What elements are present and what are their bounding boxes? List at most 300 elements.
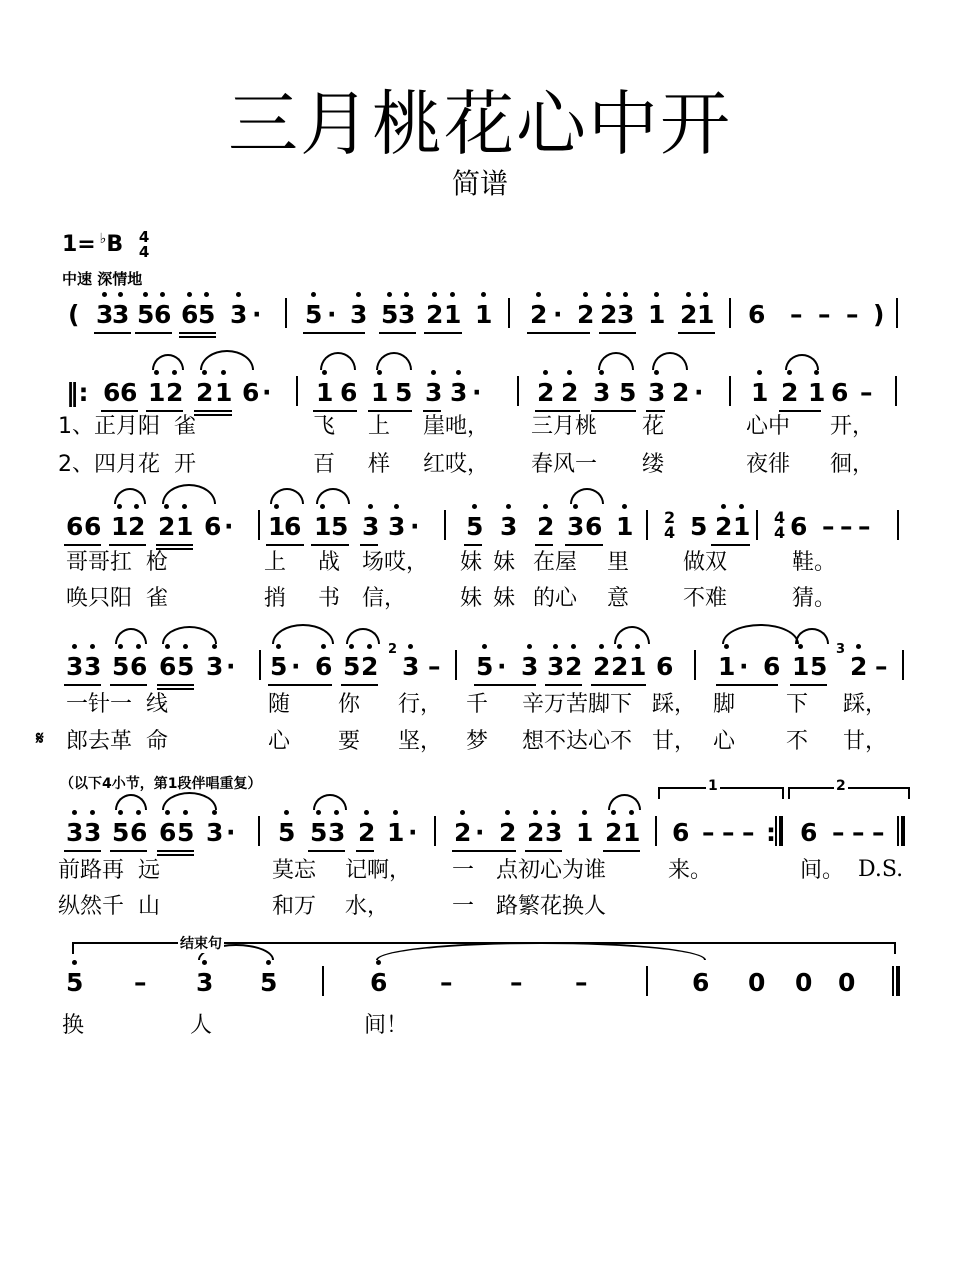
note-glyph: 1 bbox=[629, 652, 647, 681]
lyric-text: 红哎， bbox=[423, 452, 490, 477]
note bbox=[270, 652, 287, 682]
note bbox=[605, 818, 622, 848]
lyric-text: 间！ bbox=[364, 1013, 409, 1038]
note bbox=[475, 300, 492, 330]
barline bbox=[285, 298, 287, 328]
note bbox=[315, 652, 332, 682]
note-glyph: 5 bbox=[112, 818, 130, 847]
score-symbol bbox=[818, 300, 831, 330]
key-prefix: 1= bbox=[62, 232, 96, 257]
note-glyph: · bbox=[224, 512, 234, 541]
note-glyph: 6 bbox=[315, 652, 333, 681]
duration-underline bbox=[268, 684, 332, 686]
note-glyph: 3 bbox=[66, 818, 84, 847]
note-glyph: 3 bbox=[96, 300, 114, 329]
note bbox=[343, 652, 360, 682]
octave-up-dot bbox=[182, 504, 187, 509]
note-glyph: 3 bbox=[398, 300, 416, 329]
lyric-text: 纵然千 山 bbox=[58, 894, 160, 919]
octave-up-dot bbox=[276, 644, 281, 649]
lyric-text: 飞 bbox=[313, 414, 336, 439]
note bbox=[537, 378, 554, 408]
octave-up-dot bbox=[798, 644, 803, 649]
note-glyph: · bbox=[291, 652, 301, 681]
note-glyph: 6 bbox=[66, 512, 84, 541]
note bbox=[444, 300, 461, 330]
note bbox=[215, 378, 232, 408]
note-glyph: 3 bbox=[196, 968, 214, 997]
barline bbox=[322, 966, 324, 996]
note bbox=[593, 378, 610, 408]
duration-underline bbox=[591, 410, 636, 412]
note-glyph: 1 bbox=[751, 378, 769, 407]
note bbox=[112, 818, 129, 848]
lyric-text: 开， bbox=[830, 414, 875, 439]
slur-arc bbox=[313, 794, 347, 810]
note bbox=[103, 378, 120, 408]
note-glyph: 2 bbox=[426, 300, 444, 329]
octave-up-dot bbox=[154, 370, 159, 375]
note-glyph: 3 bbox=[328, 818, 346, 847]
slur-arc bbox=[785, 354, 819, 370]
octave-up-dot bbox=[623, 292, 628, 297]
score-symbol bbox=[440, 968, 453, 998]
lyric-text: 妹 bbox=[460, 550, 483, 575]
lyric-text: 踩， bbox=[843, 692, 888, 717]
time-signature-change: 2 4 bbox=[664, 508, 676, 542]
key-signature bbox=[62, 230, 149, 260]
lyric-text: 样 bbox=[368, 452, 391, 477]
lyric-text: 场哎， bbox=[362, 550, 429, 575]
score-symbol bbox=[226, 652, 236, 682]
note-glyph: 5 bbox=[177, 818, 195, 847]
note-glyph: 3 bbox=[500, 512, 518, 541]
slur-arc bbox=[608, 794, 641, 810]
octave-up-dot bbox=[456, 370, 461, 375]
lyric-text: 春风一 bbox=[531, 452, 598, 477]
duration-underline bbox=[423, 410, 441, 412]
note bbox=[84, 512, 101, 542]
note-glyph: 6 bbox=[692, 968, 710, 997]
duration-underline bbox=[599, 332, 636, 334]
lyric-text: 记啊， bbox=[345, 858, 412, 883]
duration-underline bbox=[64, 850, 101, 852]
note bbox=[616, 512, 633, 542]
lyric-text: 不难 bbox=[683, 586, 728, 611]
note-glyph: 2 bbox=[166, 378, 184, 407]
note-glyph: 5 bbox=[66, 968, 84, 997]
note-glyph: · bbox=[408, 818, 418, 847]
note-glyph: 6 bbox=[84, 512, 102, 541]
score-symbol bbox=[790, 300, 803, 330]
note-glyph: 1 bbox=[475, 300, 493, 329]
time-top: 4 bbox=[138, 228, 150, 246]
note bbox=[242, 378, 259, 408]
note-glyph: 2 bbox=[196, 378, 214, 407]
note-glyph: – bbox=[852, 818, 865, 847]
barline bbox=[729, 376, 731, 406]
note bbox=[328, 818, 345, 848]
note-glyph: 6 bbox=[370, 968, 388, 997]
note-glyph: 0 bbox=[748, 968, 766, 997]
note bbox=[715, 512, 732, 542]
note bbox=[648, 378, 665, 408]
note-glyph: 1 bbox=[808, 378, 826, 407]
note bbox=[206, 818, 223, 848]
octave-up-dot bbox=[481, 292, 486, 297]
barline bbox=[296, 376, 298, 406]
note-glyph: – bbox=[575, 968, 588, 997]
score-symbol bbox=[291, 652, 301, 682]
note bbox=[177, 818, 194, 848]
note-glyph: 3 bbox=[84, 818, 102, 847]
note bbox=[398, 300, 415, 330]
duration-underline bbox=[157, 854, 194, 856]
note-glyph: 6 bbox=[800, 818, 818, 847]
note bbox=[751, 378, 768, 408]
slur-arc bbox=[162, 484, 216, 504]
slur-arc bbox=[652, 352, 688, 370]
lyric-text: 路繁花换人 bbox=[496, 894, 607, 919]
note bbox=[763, 652, 780, 682]
slur-arc bbox=[346, 628, 380, 644]
lyric-text: 的心 bbox=[533, 586, 578, 611]
octave-up-dot bbox=[90, 644, 95, 649]
note-glyph: 2 bbox=[358, 818, 376, 847]
note-glyph: 6 bbox=[242, 378, 260, 407]
note bbox=[278, 818, 295, 848]
slur-arc bbox=[114, 488, 146, 504]
note-glyph: 2 bbox=[715, 512, 733, 541]
note bbox=[260, 968, 277, 998]
octave-up-dot bbox=[102, 292, 107, 297]
note-glyph: – bbox=[872, 818, 885, 847]
note bbox=[680, 300, 697, 330]
tempo-marking: 中速 深情地 bbox=[62, 270, 143, 288]
octave-up-dot bbox=[582, 810, 587, 815]
note-glyph: 5 bbox=[810, 652, 828, 681]
slur-arc bbox=[272, 624, 334, 644]
slur-arc bbox=[270, 488, 304, 504]
barline bbox=[434, 816, 436, 846]
lyric-text: 三月桃 bbox=[531, 414, 598, 439]
flat-icon: ♭ bbox=[99, 231, 107, 247]
note bbox=[196, 968, 213, 998]
note-glyph: · bbox=[252, 300, 262, 329]
duration-underline bbox=[109, 544, 146, 546]
note-glyph: 3 bbox=[593, 378, 611, 407]
score-symbol bbox=[872, 818, 885, 848]
note bbox=[137, 300, 154, 330]
note-glyph: 6 bbox=[748, 300, 766, 329]
duration-underline bbox=[266, 544, 304, 546]
duration-underline bbox=[603, 850, 640, 852]
note-glyph: 0 bbox=[838, 968, 856, 997]
lyric-text: 2、四月花 开 bbox=[58, 452, 196, 477]
octave-up-dot bbox=[72, 644, 77, 649]
lyric-text: 梦 bbox=[466, 729, 489, 754]
note-glyph: · bbox=[327, 300, 337, 329]
note-glyph: · bbox=[694, 378, 704, 407]
note bbox=[648, 300, 665, 330]
note-glyph: 6 bbox=[831, 378, 849, 407]
note-glyph: 2 bbox=[158, 512, 176, 541]
note-glyph: 3 bbox=[230, 300, 248, 329]
score-symbol bbox=[226, 818, 236, 848]
score-symbol bbox=[860, 378, 873, 408]
duration-underline bbox=[565, 544, 603, 546]
score-symbol bbox=[497, 652, 507, 682]
octave-up-dot bbox=[460, 810, 465, 815]
duration-underline bbox=[135, 332, 172, 334]
score-symbol bbox=[694, 378, 704, 408]
octave-up-dot bbox=[472, 504, 477, 509]
repeat-instruction: （以下4小节，第1段伴唱重复） bbox=[60, 776, 262, 792]
note bbox=[617, 300, 634, 330]
score-symbol bbox=[846, 300, 859, 330]
note-glyph: 2 bbox=[530, 300, 548, 329]
note bbox=[268, 512, 285, 542]
note-glyph: 2 bbox=[454, 818, 472, 847]
duration-underline bbox=[311, 544, 349, 546]
duration-underline bbox=[157, 850, 194, 852]
octave-up-dot bbox=[527, 644, 532, 649]
note-glyph: 2 bbox=[537, 378, 555, 407]
score-symbol bbox=[553, 300, 563, 330]
note bbox=[527, 818, 544, 848]
duration-underline bbox=[179, 332, 216, 334]
note bbox=[808, 378, 825, 408]
note-glyph: – bbox=[722, 818, 735, 847]
octave-up-dot bbox=[221, 370, 226, 375]
note-glyph: · bbox=[475, 818, 485, 847]
note bbox=[623, 818, 640, 848]
octave-up-dot bbox=[387, 292, 392, 297]
duration-underline bbox=[678, 332, 715, 334]
lyric-text: 和万 bbox=[272, 894, 317, 919]
lyric-text: 一 bbox=[452, 858, 475, 883]
score-symbol bbox=[410, 512, 420, 542]
octave-up-dot bbox=[136, 810, 141, 815]
note-glyph: – bbox=[702, 818, 715, 847]
lyric-text: 上 bbox=[368, 414, 391, 439]
note-glyph: 5 bbox=[381, 300, 399, 329]
duration-underline bbox=[368, 410, 412, 412]
slur-arc bbox=[570, 488, 604, 504]
lyric-text: 哥哥扛 枪 bbox=[66, 550, 168, 575]
note-glyph: 2 bbox=[561, 378, 579, 407]
barline bbox=[897, 510, 899, 540]
octave-up-dot bbox=[164, 504, 169, 509]
note-glyph: 3 bbox=[112, 300, 130, 329]
octave-up-dot bbox=[404, 292, 409, 297]
duration-underline bbox=[356, 850, 374, 852]
note bbox=[656, 652, 673, 682]
barline bbox=[258, 816, 260, 846]
score-symbol bbox=[575, 968, 588, 998]
score-symbol bbox=[472, 378, 482, 408]
note bbox=[66, 968, 83, 998]
volta-1-label: 1 bbox=[708, 778, 718, 794]
lyric-text: 一针一 线 bbox=[66, 692, 168, 717]
lyric-text: 间。 bbox=[800, 858, 845, 883]
score-symbol bbox=[68, 300, 79, 330]
octave-up-dot bbox=[377, 370, 382, 375]
note bbox=[84, 818, 101, 848]
note-glyph: 3 bbox=[450, 378, 468, 407]
note-glyph: – bbox=[440, 968, 453, 997]
note bbox=[850, 652, 867, 682]
note bbox=[128, 512, 145, 542]
lyric-text: 唤只阳 雀 bbox=[66, 586, 168, 611]
note-glyph: 2 bbox=[600, 300, 618, 329]
score-symbol bbox=[742, 818, 755, 848]
note-glyph: 1 bbox=[576, 818, 594, 847]
lyric-text: 书 bbox=[318, 586, 341, 611]
note bbox=[130, 652, 147, 682]
time-signature-change: 4 4 bbox=[774, 508, 786, 542]
note bbox=[561, 378, 578, 408]
note-glyph: – bbox=[846, 300, 859, 329]
octave-up-dot bbox=[724, 644, 729, 649]
duration-underline bbox=[179, 336, 216, 338]
note bbox=[611, 652, 628, 682]
note-glyph: 5 bbox=[260, 968, 278, 997]
octave-up-dot bbox=[160, 292, 165, 297]
octave-up-dot bbox=[334, 810, 339, 815]
octave-up-dot bbox=[739, 504, 744, 509]
barline bbox=[896, 298, 898, 328]
lyric-text: 缕 bbox=[642, 452, 665, 477]
lyric-text: 徊， bbox=[830, 452, 875, 477]
score-symbol bbox=[858, 512, 871, 542]
note-glyph: 3 bbox=[388, 512, 406, 541]
note-glyph: · bbox=[226, 818, 236, 847]
note bbox=[748, 300, 765, 330]
octave-up-dot bbox=[212, 810, 217, 815]
note bbox=[388, 512, 405, 542]
note bbox=[577, 300, 594, 330]
note bbox=[500, 512, 517, 542]
note bbox=[371, 378, 388, 408]
octave-up-dot bbox=[856, 644, 861, 649]
score-symbol bbox=[224, 512, 234, 542]
lyric-text: 妹 bbox=[460, 586, 483, 611]
duration-underline bbox=[545, 684, 582, 686]
octave-up-dot bbox=[236, 292, 241, 297]
note bbox=[838, 968, 855, 998]
lyric-text: 换 bbox=[62, 1013, 85, 1038]
octave-up-dot bbox=[183, 810, 188, 815]
note bbox=[733, 512, 750, 542]
duration-underline bbox=[303, 332, 365, 334]
note-glyph: ) bbox=[873, 300, 885, 329]
volta-2-bracket bbox=[788, 787, 910, 799]
note-glyph: – bbox=[818, 300, 831, 329]
octave-up-dot bbox=[202, 370, 207, 375]
note bbox=[284, 512, 301, 542]
slur-arc bbox=[795, 628, 829, 644]
note-glyph: 1 bbox=[616, 512, 634, 541]
note-glyph: 2 bbox=[577, 300, 595, 329]
octave-up-dot bbox=[90, 810, 95, 815]
score-symbol bbox=[873, 300, 884, 330]
lyric-text: 坚， bbox=[398, 729, 443, 754]
note-glyph: 1 bbox=[215, 378, 233, 407]
note-glyph: 1 bbox=[623, 818, 641, 847]
note bbox=[831, 378, 848, 408]
duration-underline bbox=[146, 410, 183, 412]
octave-up-dot bbox=[721, 504, 726, 509]
slur-arc bbox=[316, 488, 350, 504]
note bbox=[159, 818, 176, 848]
note-glyph: 6 bbox=[181, 300, 199, 329]
octave-up-dot bbox=[553, 644, 558, 649]
note-glyph: – bbox=[510, 968, 523, 997]
note bbox=[395, 378, 412, 408]
note-glyph: – bbox=[790, 300, 803, 329]
note-glyph: 1 bbox=[387, 818, 405, 847]
note-glyph: 6 bbox=[159, 818, 177, 847]
barline bbox=[259, 650, 261, 680]
octave-up-dot bbox=[212, 644, 217, 649]
note bbox=[800, 818, 817, 848]
note-glyph: – bbox=[428, 652, 441, 681]
note bbox=[593, 652, 610, 682]
note-glyph: 1 bbox=[268, 512, 286, 541]
octave-up-dot bbox=[136, 644, 141, 649]
note bbox=[350, 300, 367, 330]
octave-up-dot bbox=[506, 504, 511, 509]
note bbox=[331, 512, 348, 542]
note-glyph: 5 bbox=[331, 512, 349, 541]
barline bbox=[508, 298, 510, 328]
note bbox=[381, 300, 398, 330]
note-glyph: · bbox=[410, 512, 420, 541]
octave-up-dot bbox=[165, 644, 170, 649]
note bbox=[130, 818, 147, 848]
note bbox=[402, 652, 419, 682]
note-glyph: 2 bbox=[605, 818, 623, 847]
octave-up-dot bbox=[394, 504, 399, 509]
note bbox=[795, 968, 812, 998]
octave-up-dot bbox=[316, 810, 321, 815]
duration-underline bbox=[64, 684, 101, 686]
lyric-text: 你 bbox=[338, 692, 361, 717]
note-glyph: 3 bbox=[362, 512, 380, 541]
slur-arc bbox=[162, 626, 217, 644]
note-glyph: · bbox=[262, 378, 272, 407]
octave-up-dot bbox=[72, 960, 77, 965]
octave-up-dot bbox=[172, 370, 177, 375]
duration-underline bbox=[591, 684, 646, 686]
barline bbox=[895, 376, 897, 406]
note bbox=[154, 300, 171, 330]
note bbox=[426, 300, 443, 330]
lyric-text: 郎去革 命 bbox=[66, 729, 168, 754]
barline bbox=[756, 510, 758, 540]
note bbox=[66, 652, 83, 682]
score-symbol bbox=[875, 652, 888, 682]
note bbox=[476, 652, 493, 682]
note bbox=[792, 652, 809, 682]
duration-underline bbox=[535, 410, 580, 412]
score-symbol bbox=[408, 818, 418, 848]
double-barline bbox=[897, 816, 905, 846]
note bbox=[600, 300, 617, 330]
octave-up-dot bbox=[482, 644, 487, 649]
duration-underline bbox=[156, 544, 193, 546]
